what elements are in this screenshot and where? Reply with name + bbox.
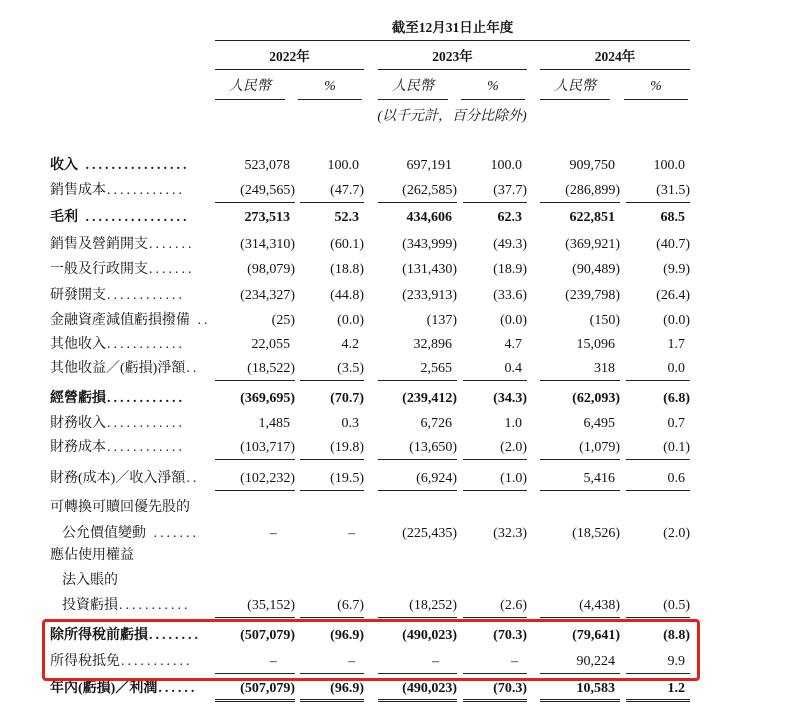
- value-2024-pct: 68.5: [660, 210, 685, 225]
- table-row-fair-value-changes: [0, 524, 786, 544]
- value-2023-rmb: (137): [426, 313, 457, 328]
- row-label-text: 研發開支: [50, 288, 106, 303]
- year-2022-rule: [215, 69, 364, 70]
- value-2022-rmb: (369,695): [240, 391, 295, 406]
- row-label-text: 公允價值變動: [62, 526, 146, 541]
- value-2023-rmb: (225,435): [402, 526, 457, 541]
- table-row-loss-profit-for-year: [0, 679, 786, 699]
- value-2023-pct: (70.3): [493, 628, 527, 643]
- value-2023-pct: (0.0): [500, 313, 527, 328]
- dot-leader: ......: [158, 681, 198, 696]
- value-2024-pct: (40.7): [656, 237, 690, 252]
- value-2023-rmb: (131,430): [402, 262, 457, 277]
- value-2022-pct: (96.9): [300, 679, 364, 699]
- row-label: [62, 596, 210, 616]
- row-label-line: 法入賬的: [62, 573, 118, 588]
- row-label-text: 經營虧損: [50, 391, 106, 406]
- table-row-other-income: [0, 335, 786, 355]
- value-2022-rmb: (234,327): [240, 288, 295, 303]
- value-2022-pct: –: [300, 652, 364, 672]
- row-label: [50, 389, 210, 409]
- value-2022-pct: (47.7): [300, 181, 364, 201]
- value-2024-pct: 1.2: [626, 679, 690, 699]
- table-row-income-tax-credit: [0, 652, 786, 672]
- value-2024-rmb: 622,851: [569, 210, 615, 225]
- value-2022-rmb: (35,152): [215, 596, 295, 616]
- table-row-rd-expenses: [0, 286, 786, 306]
- value-2022-rmb: 1,485: [258, 416, 290, 431]
- row-label: [50, 652, 210, 672]
- value-2022-rmb: (102,232): [215, 469, 295, 489]
- value-2022-rmb: 523,078: [244, 158, 290, 173]
- table-row-other-gains-losses: [0, 359, 786, 379]
- table-row-gross-profit: [0, 208, 786, 228]
- row-label: [50, 626, 210, 646]
- value-2022-rmb: (98,079): [247, 262, 295, 277]
- value-2022-pct: (0.0): [337, 313, 364, 328]
- value-2024-rmb: 5,416: [540, 469, 620, 489]
- value-2022-rmb: (25): [271, 313, 295, 328]
- unit-note: (以千元計，百分比除外): [377, 109, 527, 124]
- value-2023-rmb: (490,023): [378, 679, 457, 699]
- value-2022-rmb: (507,079): [240, 628, 295, 643]
- row-label-text: 其他收益／(虧損)淨額: [50, 361, 186, 376]
- value-2022-rmb: (18,522): [215, 359, 295, 379]
- value-2024-rmb: (62,093): [572, 391, 620, 406]
- value-2023-rmb: (343,999): [402, 237, 457, 252]
- row-label-text: 年內(虧損)／利潤: [50, 681, 158, 696]
- value-2023-pct: 62.3: [497, 210, 522, 225]
- row-label: [50, 156, 210, 176]
- value-2023-pct: 0.4: [463, 359, 527, 379]
- year-2022-heading: 2022年: [269, 49, 310, 64]
- amount-column-rule-2023: [378, 99, 448, 100]
- row-label-text: 財務成本: [50, 440, 106, 455]
- row-label: [62, 524, 210, 544]
- value-2024-pct: 0.7: [667, 416, 685, 431]
- value-2022-pct: (18.8): [330, 262, 364, 277]
- value-2024-pct: 1.7: [667, 337, 685, 352]
- value-2024-pct: (8.8): [663, 628, 690, 643]
- value-2024-rmb: 10,583: [540, 679, 620, 699]
- row-label: [50, 286, 210, 306]
- dot-leader: .......: [147, 526, 199, 541]
- value-2024-pct: 0.0: [626, 359, 690, 379]
- table-row-net-finance: [0, 469, 786, 489]
- value-2023-pct: (32.3): [493, 526, 527, 541]
- value-2023-pct: (2.0): [463, 438, 527, 458]
- row-label: [50, 260, 210, 280]
- row-label: [50, 311, 210, 331]
- value-2024-pct: 0.6: [626, 469, 690, 489]
- value-2024-rmb: (369,921): [565, 237, 620, 252]
- table-row-finance-income: [0, 414, 786, 434]
- value-2022-rmb: 22,055: [251, 337, 290, 352]
- row-label: [50, 335, 210, 355]
- dot-leader: ..: [186, 361, 200, 376]
- value-2024-pct: (0.1): [626, 438, 690, 458]
- table-row-revenue: [0, 156, 786, 176]
- value-2023-pct: (18.9): [493, 262, 527, 277]
- value-2024-rmb: (90,489): [572, 262, 620, 277]
- dot-leader: ...........: [119, 598, 191, 613]
- year-2023-rule: [378, 69, 527, 70]
- row-label-line: 可轉換可贖回優先股的: [50, 500, 190, 515]
- year-2023-heading: 2023年: [432, 49, 473, 64]
- amount-column-heading-2022: 人民幣: [229, 79, 271, 94]
- value-2024-rmb: (18,526): [572, 526, 620, 541]
- value-2024-rmb: (150): [589, 313, 620, 328]
- row-label-text: 財務收入: [50, 416, 106, 431]
- dot-leader: ............: [107, 416, 185, 431]
- percent-column-heading-2024: %: [650, 79, 662, 94]
- value-2023-rmb: 6,726: [420, 416, 452, 431]
- year-2024-rule: [540, 69, 690, 70]
- value-2023-rmb: (490,023): [402, 628, 457, 643]
- value-2023-rmb: 2,565: [378, 359, 457, 379]
- percent-column-rule-2023: [461, 99, 525, 100]
- period-rule: [215, 40, 690, 41]
- value-2023-rmb: (233,913): [402, 288, 457, 303]
- dot-leader: ................: [79, 210, 190, 225]
- value-2022-pct: (6.7): [300, 596, 364, 616]
- dot-leader: ..: [186, 471, 200, 486]
- amount-column-heading-2024: 人民幣: [554, 79, 596, 94]
- table-row-impairment-provision: [0, 311, 786, 331]
- value-2024-rmb: (239,798): [565, 288, 620, 303]
- value-2022-pct: (96.9): [330, 628, 364, 643]
- value-2024-pct: (6.8): [663, 391, 690, 406]
- value-2023-pct: (1.0): [463, 469, 527, 489]
- value-2024-rmb: 90,224: [540, 652, 620, 672]
- table-row-general-admin-expenses: [0, 260, 786, 280]
- row-label-line: 應佔使用權益: [50, 548, 134, 563]
- value-2022-pct: 4.2: [341, 337, 359, 352]
- dot-leader: ............: [107, 288, 185, 303]
- table-row-loss-before-tax: [0, 626, 786, 646]
- value-2024-pct: (9.9): [663, 262, 690, 277]
- value-2022-pct: (60.1): [330, 237, 364, 252]
- value-2022-rmb: (103,717): [215, 438, 295, 458]
- value-2023-rmb: (18,252): [378, 596, 457, 616]
- dot-leader: ...........: [121, 654, 193, 669]
- value-2022-pct: (70.7): [330, 391, 364, 406]
- row-label: [50, 359, 210, 379]
- value-2022-rmb: (249,565): [215, 181, 295, 201]
- amount-column-heading-2023: 人民幣: [392, 79, 434, 94]
- row-label-text: 除所得稅前虧損: [50, 628, 148, 643]
- amount-column-rule-2024: [540, 99, 610, 100]
- row-label: [50, 469, 210, 489]
- dot-leader: ............: [107, 391, 185, 406]
- value-2023-pct: (37.7): [463, 181, 527, 201]
- value-2023-rmb: (13,650): [378, 438, 457, 458]
- row-label-text: 銷售成本: [50, 183, 106, 198]
- row-label-text: 毛利: [50, 210, 78, 225]
- row-label-text: 其他收入: [50, 337, 106, 352]
- amount-column-rule-2022: [215, 99, 285, 100]
- value-2023-rmb: (6,924): [378, 469, 457, 489]
- value-2023-pct: (70.3): [463, 679, 527, 699]
- row-label: [50, 181, 210, 201]
- table-row-selling-marketing-expenses: [0, 235, 786, 255]
- row-label: [50, 679, 210, 699]
- value-2022-pct: –: [348, 526, 355, 541]
- value-2024-rmb: 6,495: [583, 416, 615, 431]
- value-2022-rmb: –: [270, 526, 277, 541]
- table-row-cost-of-sales: [0, 181, 786, 201]
- row-label-text: 金融資產減值虧損撥備: [50, 313, 190, 328]
- value-2024-rmb: (4,438): [540, 596, 620, 616]
- row-label: [50, 414, 210, 434]
- value-2024-rmb: 909,750: [569, 158, 615, 173]
- value-2022-pct: (19.8): [300, 438, 364, 458]
- row-label-text: 所得稅抵免: [50, 654, 120, 669]
- value-2022-pct: 100.0: [327, 158, 359, 173]
- value-2023-pct: 1.0: [504, 416, 522, 431]
- value-2022-rmb: (314,310): [240, 237, 295, 252]
- value-2024-rmb: 15,096: [576, 337, 615, 352]
- value-2023-rmb: 697,191: [406, 158, 452, 173]
- dot-leader: ............: [107, 183, 185, 198]
- table-row-share-of-investment-losses: [0, 596, 786, 616]
- row-label: [50, 208, 210, 228]
- dot-leader: ............: [107, 440, 185, 455]
- percent-column-rule-2024: [624, 99, 688, 100]
- value-2023-rmb: –: [378, 652, 457, 672]
- dot-leader: ..: [191, 313, 210, 328]
- year-2024-heading: 2024年: [594, 49, 636, 64]
- value-2024-rmb: (1,079): [540, 438, 620, 458]
- value-2024-rmb: 318: [540, 359, 620, 379]
- row-label-text: 銷售及營銷開支: [50, 237, 148, 252]
- value-2022-pct: 0.3: [341, 416, 359, 431]
- value-2024-pct: (0.0): [663, 313, 690, 328]
- value-2024-pct: 9.9: [626, 652, 690, 672]
- value-2024-pct: 100.0: [653, 158, 685, 173]
- value-2024-pct: (31.5): [626, 181, 690, 201]
- dot-leader: ................: [79, 158, 190, 173]
- row-label-text: 收入: [50, 158, 78, 173]
- row-label: [50, 438, 210, 458]
- value-2023-pct: (34.3): [493, 391, 527, 406]
- table-row-finance-costs: [0, 438, 786, 458]
- value-2023-rmb: 32,896: [413, 337, 452, 352]
- value-2023-pct: 4.7: [504, 337, 522, 352]
- value-2024-pct: (2.0): [663, 526, 690, 541]
- value-2023-pct: –: [463, 652, 527, 672]
- value-2024-rmb: (79,641): [572, 628, 620, 643]
- row-label-text: 一般及行政開支: [50, 262, 148, 277]
- percent-column-rule-2022: [298, 99, 362, 100]
- value-2023-pct: (33.6): [493, 288, 527, 303]
- value-2023-rmb: (239,412): [402, 391, 457, 406]
- value-2022-rmb: (507,079): [215, 679, 295, 699]
- period-heading: 截至12月31日止年度: [391, 20, 514, 35]
- value-2022-pct: (3.5): [300, 359, 364, 379]
- percent-column-heading-2023: %: [487, 79, 499, 94]
- value-2023-rmb: 434,606: [406, 210, 452, 225]
- value-2022-rmb: –: [215, 652, 295, 672]
- percent-column-heading-2022: %: [324, 79, 336, 94]
- value-2022-pct: (44.8): [330, 288, 364, 303]
- value-2023-pct: (2.6): [463, 596, 527, 616]
- row-label-text: 投資虧損: [62, 598, 118, 613]
- row-label-text: 財務(成本)／收入淨額: [50, 471, 186, 486]
- value-2022-pct: 52.3: [334, 210, 359, 225]
- dot-leader: .......: [149, 237, 195, 252]
- value-2024-pct: (0.5): [626, 596, 690, 616]
- value-2024-pct: (26.4): [656, 288, 690, 303]
- dot-leader: .......: [149, 262, 195, 277]
- value-2023-pct: 100.0: [490, 158, 522, 173]
- row-label: [50, 235, 210, 255]
- table-row-operating-loss: [0, 389, 786, 409]
- value-2022-rmb: 273,513: [244, 210, 290, 225]
- value-2023-pct: (49.3): [493, 237, 527, 252]
- value-2023-rmb: (262,585): [378, 181, 457, 201]
- value-2022-pct: (19.5): [300, 469, 364, 489]
- dot-leader: ............: [107, 337, 185, 352]
- value-2024-rmb: (286,899): [540, 181, 620, 201]
- dot-leader: ........: [149, 628, 201, 643]
